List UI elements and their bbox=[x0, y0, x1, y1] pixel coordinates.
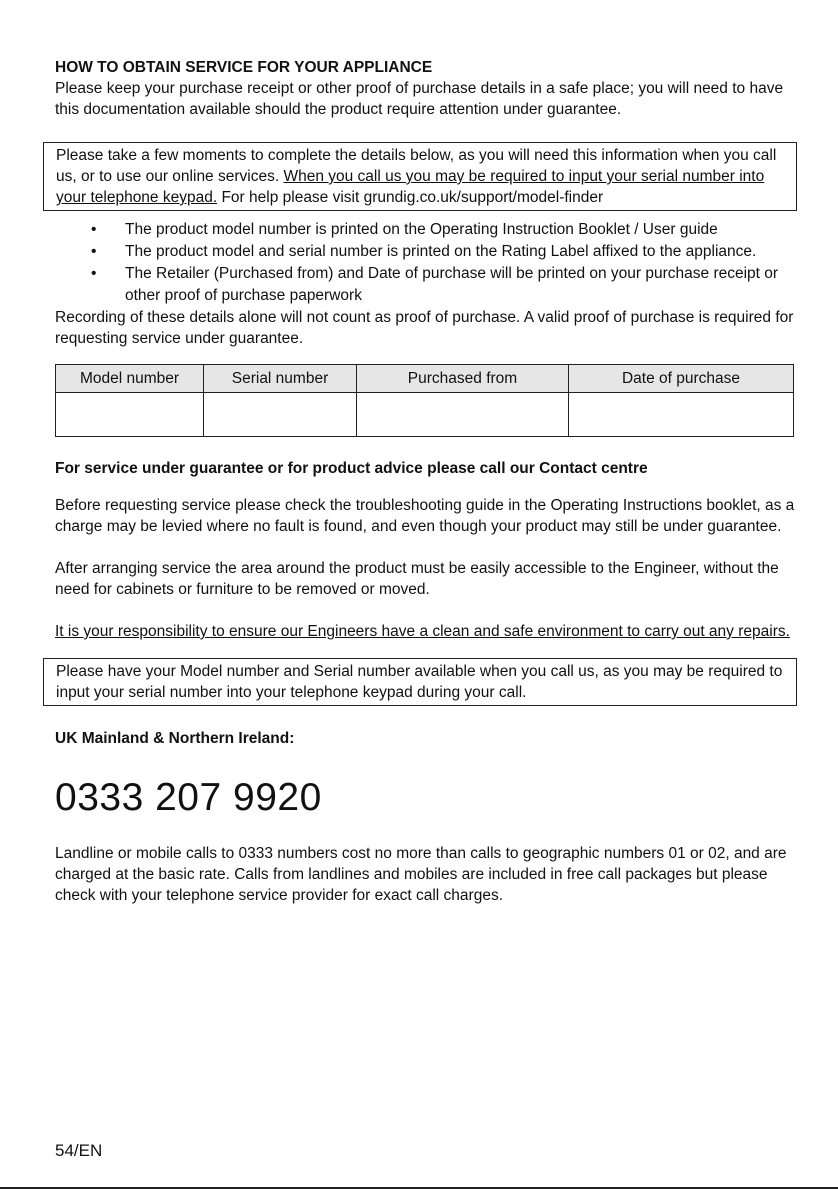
list-item: • The product model number is printed on the Operating Instruction Booklet / User guide bbox=[55, 219, 795, 241]
column-model-number: Model number bbox=[56, 365, 204, 393]
document-page bbox=[55, 58, 795, 906]
region-heading: UK Mainland & Northern Ireland: bbox=[55, 730, 295, 747]
bullet-icon: • bbox=[91, 221, 97, 238]
serial-number-cell[interactable] bbox=[204, 393, 357, 437]
list-item: • The Retailer (Purchased from) and Date of purchase will be printed on your purchase receipt or other proof of purchase paperwork bbox=[91, 265, 779, 304]
model-serial-notice-text: Please have your Model number and Serial number available when you call us, as you may be required to input your serial number into your telephone keypad during your call. bbox=[56, 663, 783, 701]
contact-heading: For service under guarantee or for product advice please call our Contact centre bbox=[55, 460, 648, 477]
contact-phone-number: 0333 207 9920 bbox=[55, 776, 322, 819]
notice-underlined-text: When you call us you may be required to input your serial number into your telephone keypad. bbox=[56, 168, 765, 206]
access-paragraph: After arranging service the area around the product must be easily accessible to the Engineer, without the need for cabinets or furniture to be removed or moved. bbox=[55, 560, 779, 598]
bullet-icon: • bbox=[91, 265, 97, 282]
table-row bbox=[56, 393, 794, 437]
column-purchased-from: Purchased from bbox=[357, 365, 569, 393]
date-of-purchase-cell[interactable] bbox=[569, 393, 794, 437]
purchase-details-table bbox=[55, 364, 794, 437]
list-item: • The product model and serial number is printed on the Rating Label affixed to the appliance. bbox=[55, 241, 795, 263]
notice-help-text: For help please visit grundig.co.uk/support/model-finder bbox=[217, 189, 604, 206]
column-serial-number: Serial number bbox=[204, 365, 357, 393]
details-notice-box bbox=[43, 142, 797, 211]
page-title: HOW TO OBTAIN SERVICE FOR YOUR APPLIANCE bbox=[55, 59, 433, 76]
call-costs-paragraph: Landline or mobile calls to 0333 numbers cost no more than calls to geographic numbers 01 or 02, and are charged at the basic rate. Calls from landlines and mobiles are included in free call packages but please check with your telephone service provider for exact call charges. bbox=[55, 845, 787, 904]
column-date-of-purchase: Date of purchase bbox=[569, 365, 794, 393]
model-number-cell[interactable] bbox=[56, 393, 204, 437]
table-header-row bbox=[56, 365, 794, 393]
recording-note: Recording of these details alone will not count as proof of purchase. A valid proof of purchase is required for requesting service under guarantee. bbox=[55, 309, 794, 347]
footer-divider bbox=[0, 1187, 838, 1189]
purchased-from-cell[interactable] bbox=[357, 393, 569, 437]
bullet-icon: • bbox=[91, 243, 97, 260]
responsibility-paragraph: It is your responsibility to ensure our Engineers have a clean and safe environment to carry out any repairs. bbox=[55, 623, 790, 640]
notice-text: Please take a few moments to complete the details below, as you will need this information when you call us, or to use our online services. bbox=[56, 147, 777, 185]
model-serial-notice-box bbox=[43, 658, 797, 706]
page-number: 54/EN bbox=[55, 1141, 103, 1160]
intro-paragraph: Please keep your purchase receipt or other proof of purchase details in a safe place; you will need to have this documentation available should the product require attention under guarantee. bbox=[55, 80, 784, 118]
details-bullet-list bbox=[55, 219, 795, 307]
troubleshooting-paragraph: Before requesting service please check the troubleshooting guide in the Operating Instructions booklet, as a charge may be levied where no fault is found, and even though your product may still be under guarantee. bbox=[55, 497, 795, 535]
